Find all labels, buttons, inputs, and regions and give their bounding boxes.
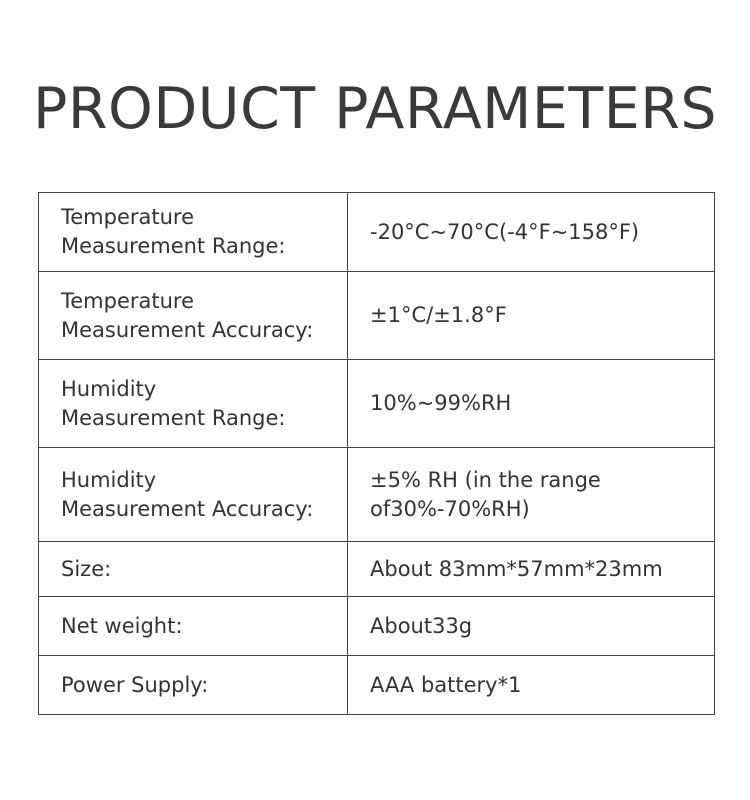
table-row-temperature-range [39,193,715,272]
row-label-line: Humidity [61,376,157,401]
row-value-line: ±5% RH (in the range [370,467,601,492]
row-value [348,448,715,542]
row-label [39,448,348,542]
row-value [348,193,715,272]
row-value-line: of30%-70%RH) [370,496,530,521]
row-value-line: ±1°C/±1.8°F [370,303,507,327]
row-label-line: Size: [61,556,112,581]
row-value-line: 10%~99%RH [370,391,512,415]
table-row-humidity-accuracy [39,448,715,542]
row-label [39,656,348,715]
row-label [39,597,348,656]
row-label-line: Humidity [61,467,157,492]
row-label-line: Temperature [61,288,195,313]
row-label-line: Measurement Range: [61,405,286,430]
row-value-line: AAA battery*1 [370,672,522,697]
row-label-line: Temperature [61,205,195,229]
row-label [39,193,348,272]
table-row-size [39,542,715,597]
table-row-temperature-accuracy [39,272,715,360]
row-value [348,597,715,656]
row-label-line: Measurement Range: [61,234,286,258]
row-label-line: Power Supply: [61,672,209,697]
page-title: PRODUCT PARAMETERS [32,76,717,142]
row-value-line: About 83mm*57mm*23mm [370,556,663,581]
row-value [348,272,715,360]
row-label [39,360,348,448]
row-value [348,542,715,597]
row-value [348,360,715,448]
parameters-table [38,192,715,715]
table-row-humidity-range [39,360,715,448]
row-label [39,542,348,597]
row-label-line: Measurement Accuracy: [61,496,314,521]
row-value [348,656,715,715]
table-row-net-weight [39,597,715,656]
row-value-line: -20°C~70°C(-4°F~158°F) [370,219,640,244]
row-label [39,272,348,360]
row-value-line: About33g [370,613,473,638]
table-row-power-supply [39,656,715,715]
row-label-line: Measurement Accuracy: [61,317,314,342]
row-label-line: Net weight: [61,613,183,638]
